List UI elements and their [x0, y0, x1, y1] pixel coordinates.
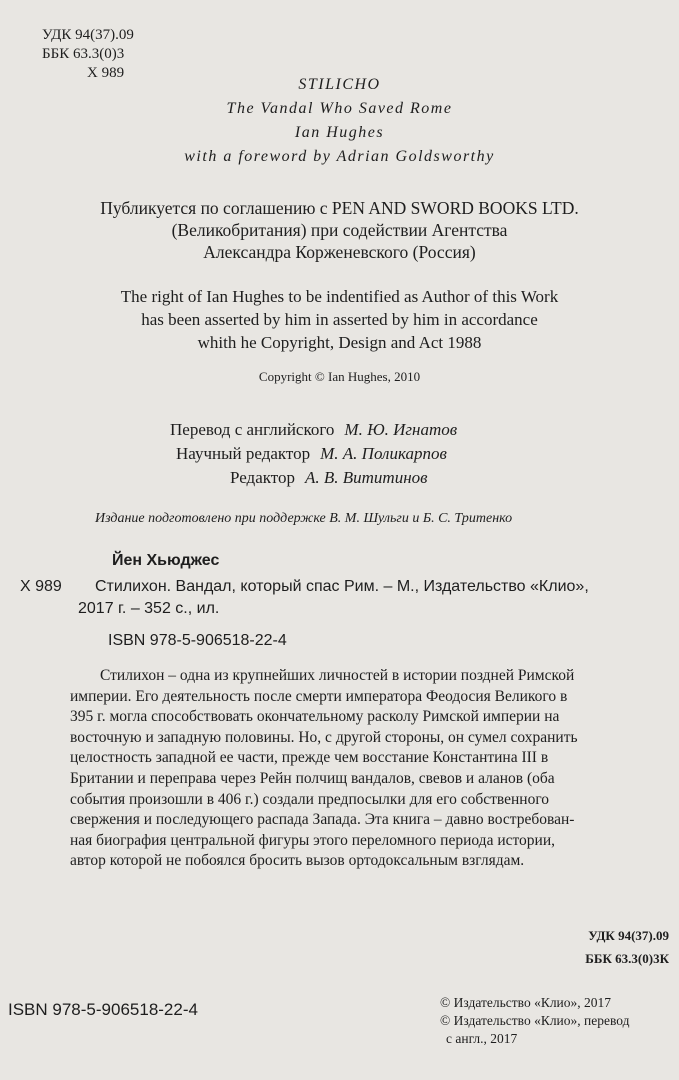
- abstract-line: целостность западной ее части, прежде чем восстание Константина III в: [70, 749, 549, 767]
- credit-role: Научный редактор: [176, 444, 311, 463]
- abstract-line: Британии и переправа через Рейн полчищ вандалов, свевов и аланов (оба: [70, 769, 555, 787]
- rights-statement-line: The right of Ian Hughes to be indentified as Author of this Work: [120, 287, 559, 306]
- publication-note-line: Александра Корженевского (Россия): [203, 242, 476, 262]
- bibliographic-isbn: ISBN 978-5-906518-22-4: [108, 632, 287, 649]
- credit-role: Перевод с английского: [170, 420, 335, 439]
- copyright-block: [440, 994, 630, 1048]
- bibliographic-code: Х 989: [20, 578, 62, 595]
- publication-note-line: (Великобритания) при содействии Агентства: [171, 220, 508, 240]
- bbk-code: ББК 63.3(0)3: [42, 46, 125, 62]
- credit-name: А. В. Вититинов: [305, 468, 428, 487]
- abstract-line: ная биография центральной фигуры этого переломного периода истории,: [70, 831, 556, 849]
- abstract-line: свержения и последующего распада Запада. Эта книга – давно востребован-: [70, 811, 575, 829]
- credit-name: М. Ю. Игнатов: [344, 420, 458, 439]
- abstract-line: события произошли в 406 г.) создали предпосылки для его собственного: [70, 790, 550, 808]
- udc-code: УДК 94(37).09: [42, 27, 134, 43]
- bibliographic-entry-line: 2017 г. – 352 с., ил.: [78, 600, 220, 617]
- credit-translator: [170, 418, 457, 442]
- credit-role: Редактор: [230, 468, 295, 487]
- abstract-line: Стилихон – одна из крупнейших личностей в истории поздней Римской: [100, 667, 575, 684]
- publication-note-line: Публикуется по соглашению с PEN AND SWORD BOOKS LTD.: [100, 198, 579, 218]
- original-copyright: Copyright © Ian Hughes, 2010: [258, 369, 421, 384]
- copyright-line: с англ., 2017: [446, 1031, 518, 1046]
- author-sign-code: Х 989: [87, 65, 125, 81]
- classification-block: [42, 26, 134, 83]
- abstract-line: 395 г. могла способствовать окончательному расколу Римской империи на: [70, 708, 560, 726]
- rights-statement-line: whith he Copyright, Design and Act 1988: [197, 333, 482, 352]
- credit-science-editor: [170, 442, 457, 466]
- original-subtitle: The Vandal Who Saved Rome: [226, 100, 453, 117]
- rights-statement-line: has been asserted by him in asserted by him in accordance: [141, 310, 538, 329]
- bibliographic-entry-line: Стилихон. Вандал, который спас Рим. – М., Издательство «Клио»,: [95, 578, 589, 595]
- credit-editor: [170, 466, 457, 490]
- copyright-line: © Издательство «Клио», 2017: [440, 995, 612, 1010]
- original-author: Ian Hughes: [294, 124, 385, 141]
- abstract-line: восточную и западную половины. Но, с другой стороны, он сумел сохранить: [70, 728, 578, 746]
- abstract-line: империи. Его деятельность после смерти императора Феодосия Великого в: [70, 687, 568, 705]
- support-note: Издание подготовлено при поддержке В. М. Шульги и Б. С. Тритенко: [95, 511, 513, 526]
- bbk-code-bottom: ББК 63.3(0)3К: [585, 951, 669, 966]
- bibliographic-author-heading: Йен Хьюджес: [112, 552, 220, 569]
- original-title: STILICHO: [298, 76, 381, 93]
- abstract-paragraph: [70, 666, 670, 872]
- credit-name: М. А. Поликарпов: [320, 444, 447, 463]
- isbn-bottom: ISBN 978-5-906518-22-4: [8, 1000, 198, 1019]
- credits-block: [170, 418, 457, 490]
- udc-code-bottom: УДК 94(37).09: [588, 928, 669, 943]
- abstract-line: автор которой не побоялся бросить вызов ортодоксальным взглядам.: [70, 852, 525, 870]
- foreword-credit: with a foreword by Adrian Goldsworthy: [184, 148, 495, 165]
- copyright-line: © Издательство «Клио», перевод: [440, 1013, 630, 1028]
